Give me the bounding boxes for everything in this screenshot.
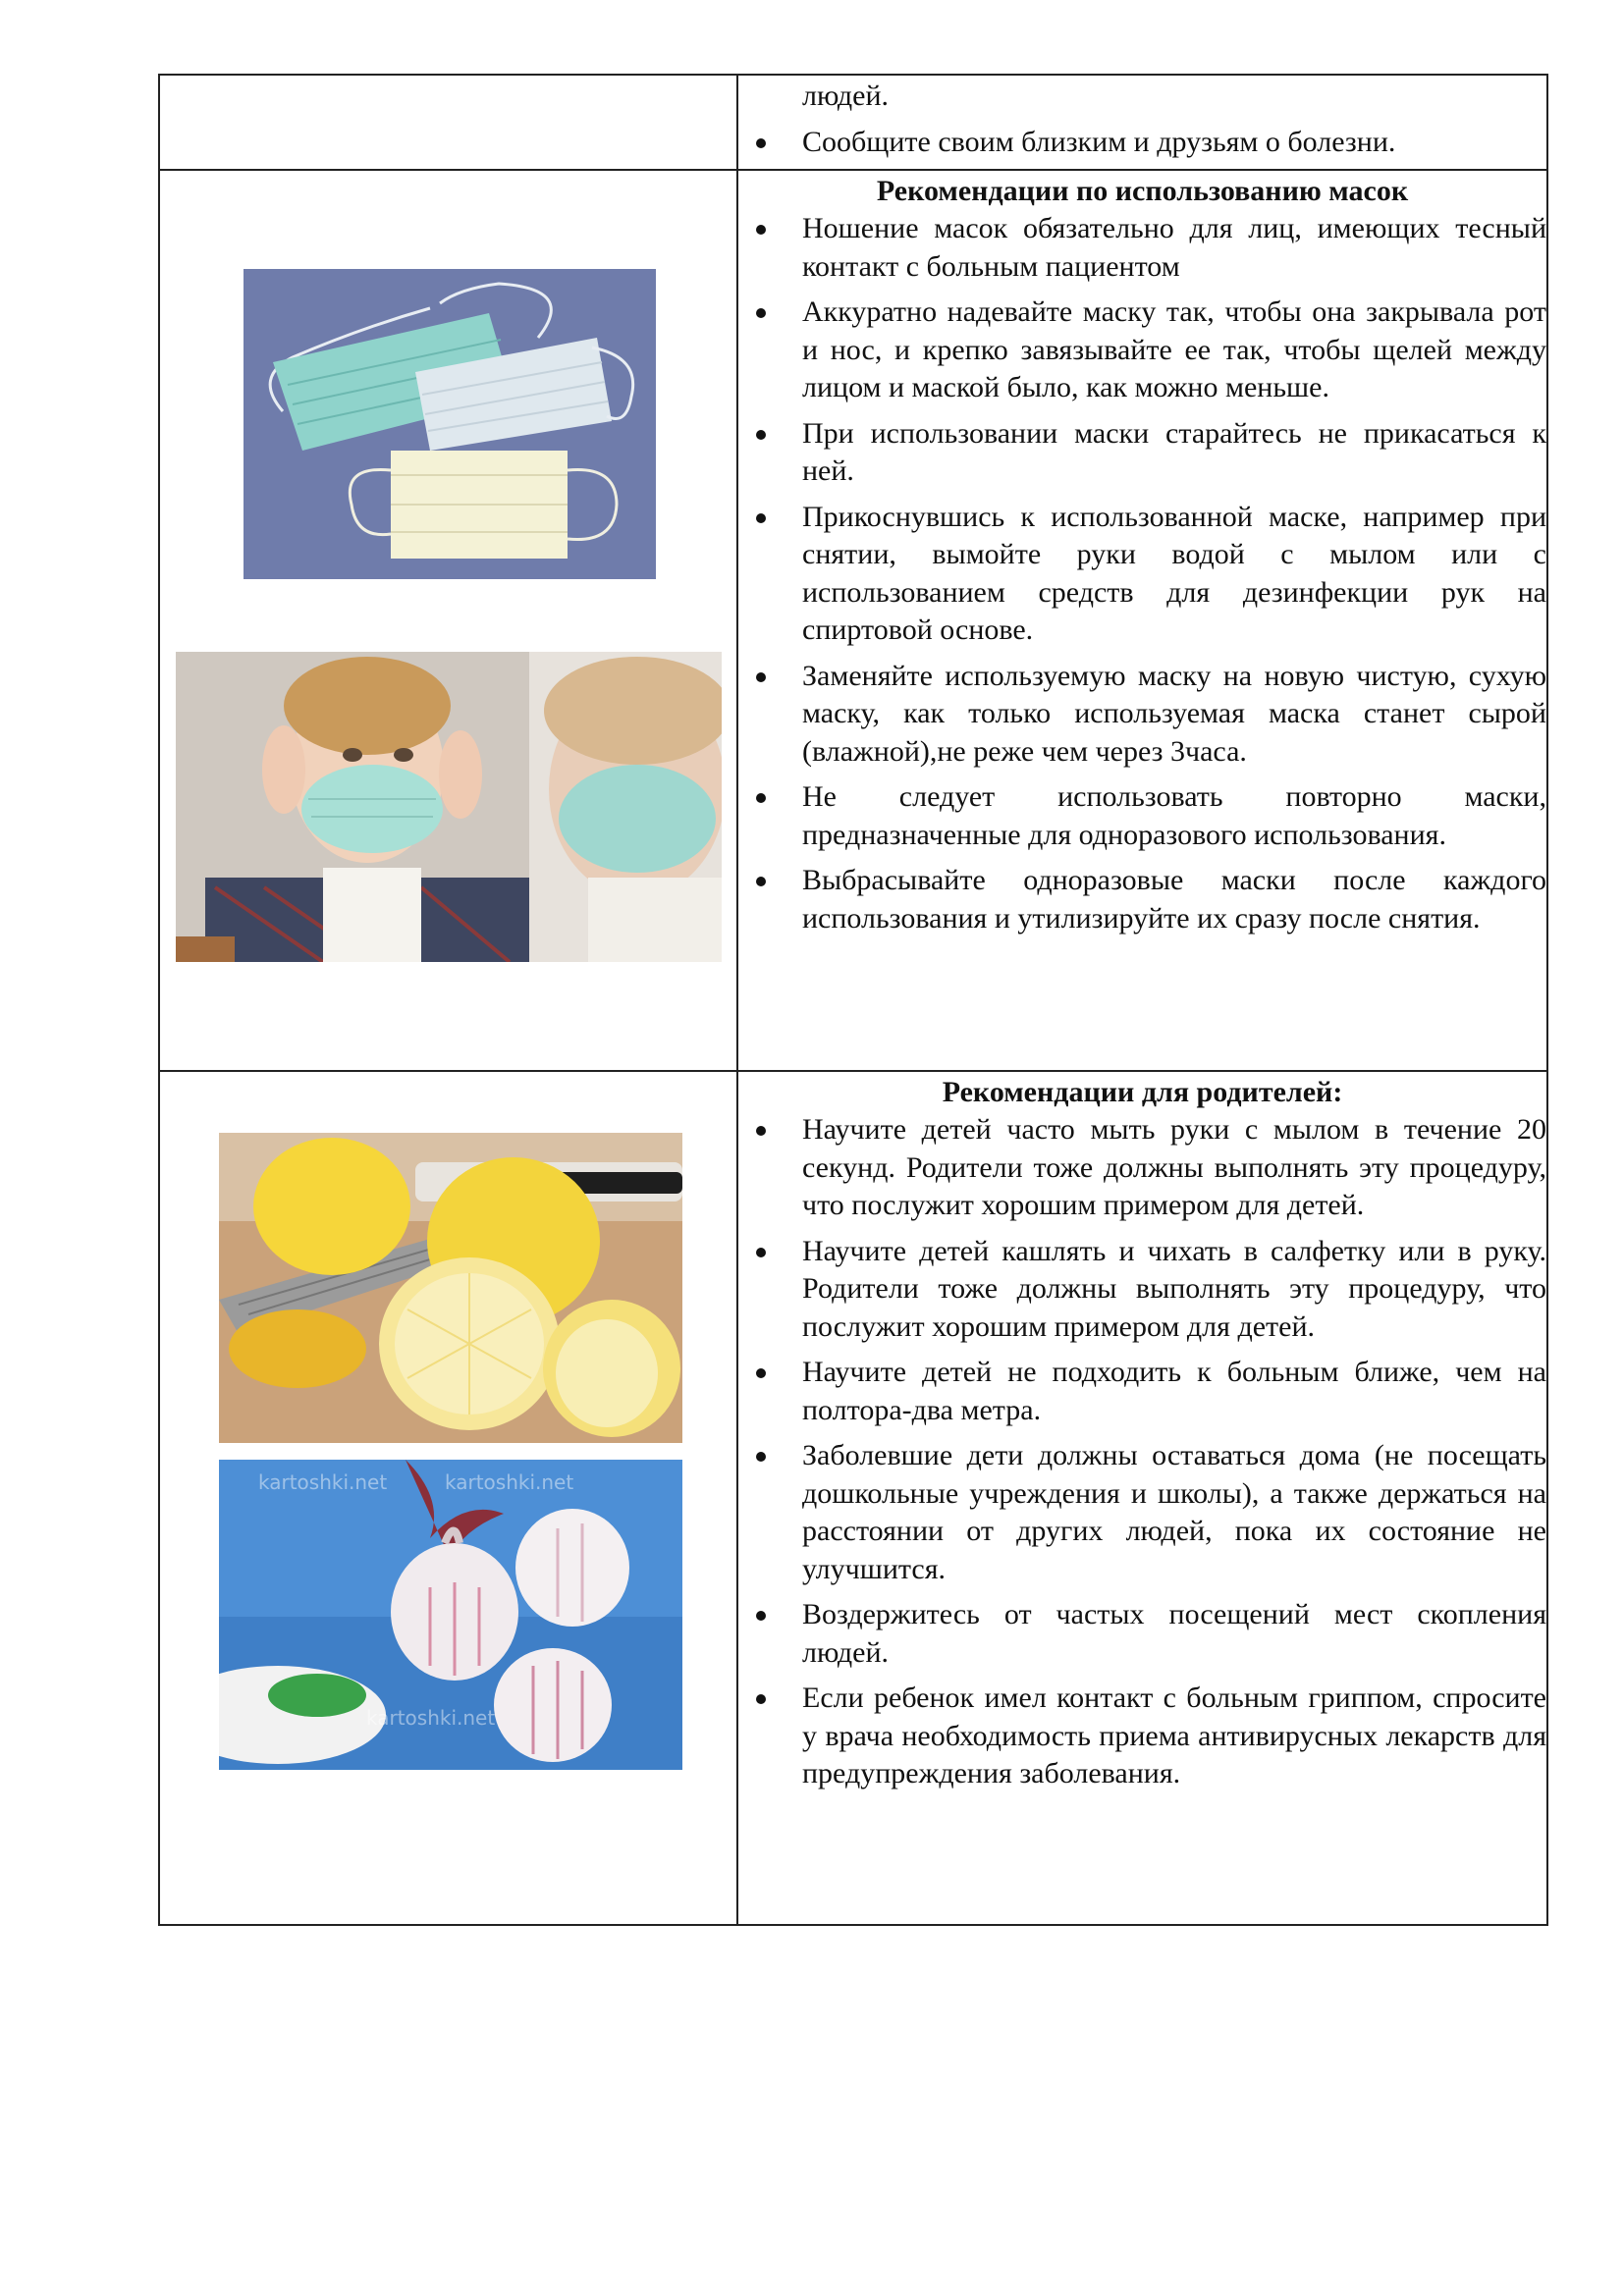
child-in-mask-photo [176,652,722,962]
table-row [159,75,1547,170]
list-item: Воздержитесь от частых посещений мест скопления людей. [738,1596,1546,1672]
list-item: Заменяйте используемую маску на новую чистую, сухую маску, как только используемая маска станет сырой (влажной),не реже чем через 3часа. [738,658,1546,772]
lemons-photo [219,1133,682,1443]
text-cell [737,170,1547,1071]
list-item: Ношение масок обязательно для лиц, имеющих тесный контакт с больным пациентом [738,210,1546,286]
list-item: Научите детей не подходить к больным ближе, чем на полтора-два метра. [738,1354,1546,1429]
list-item: Аккуратно надевайте маску так, чтобы она закрывала рот и нос, и крепко завязывайте ее так, чтобы щелей между лицом и маской было, как можно меньше. [738,294,1546,407]
table-row [159,170,1547,1071]
watermark-text: kartoshki.net [258,1470,388,1494]
list-item: Прикоснувшись к использованной маске, например при снятии, вымойте руки водой с мылом или с использованием средств для дезинфекции рук на спиртовой основе. [738,499,1546,650]
list-item: Сообщите своим близким и друзьям о болезни. [738,124,1546,162]
bullet-list [738,124,1546,162]
continued-text: людей. [802,80,889,112]
masks-heading: Рекомендации по использованию масок [876,175,1409,207]
garlic-photo [219,1460,682,1770]
text-cell [737,75,1547,170]
medical-masks-photo [244,269,656,579]
parents-heading: Рекомендации для родителей: [942,1076,1343,1108]
table-row [159,1071,1547,1925]
watermark-text: kartoshki.net [445,1470,574,1494]
text-cell [737,1071,1547,1925]
list-item: При использовании маски старайтесь не прикасаться к ней. [738,415,1546,491]
image-cell [159,170,737,1071]
list-item: Выбрасывайте одноразовые маски после каждого использования и утилизируйте их сразу после снятия. [738,862,1546,937]
watermark-text: kartoshki.net [366,1706,496,1730]
image-cell [159,1071,737,1925]
list-item: Научите детей кашлять и чихать в салфетку или в руку. Родители тоже должны выполнять эту процедуру, что послужит хорошим примером для детей. [738,1233,1546,1347]
list-item: Не следует использовать повторно маски, предназначенные для одноразового использования. [738,778,1546,854]
bullet-list [738,1111,1546,1793]
bullet-list [738,210,1546,937]
document-table [158,74,1548,1926]
empty-image-cell [159,75,737,170]
list-item: Научите детей часто мыть руки с мылом в течение 20 секунд. Родители тоже должны выполнять эту процедуру, что послужит хорошим примером для детей. [738,1111,1546,1225]
list-item: Если ребенок имел контакт с больным гриппом, спросите у врача необходимость приема антивирусных лекарств для предупреждения заболевания. [738,1680,1546,1793]
list-item: Заболевшие дети должны оставаться дома (не посещать дошкольные учреждения и школы), а также держаться на расстоянии от других людей, пока их состояние не улучшится. [738,1437,1546,1588]
